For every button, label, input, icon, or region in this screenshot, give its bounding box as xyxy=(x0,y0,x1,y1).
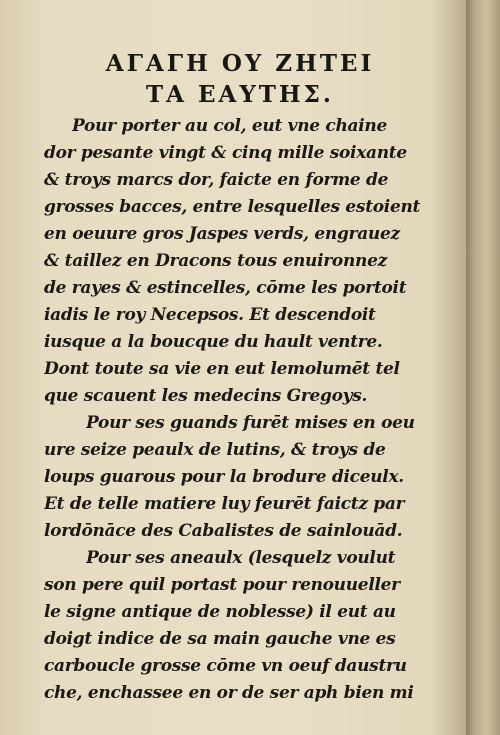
text-line: son pere quil portast pour renouueller xyxy=(44,575,400,595)
text-line: Pour ses aneaulx (lesquelz voulut xyxy=(86,548,396,568)
text-line: le signe antique de noblesse) il eut au xyxy=(44,602,396,622)
text-line: Pour ses guands furēt mises en oeu xyxy=(86,413,415,433)
text-line: iadis le roy Necepsos. Et descendoit xyxy=(44,305,376,325)
text-line: grosses bacces, entre lesquelles estoient xyxy=(44,197,421,217)
text-line: Et de telle matiere luy feurēt faictz par xyxy=(44,494,405,514)
text-line: che, enchassee en or de ser aph bien mi xyxy=(44,683,414,703)
text-line: & taillez en Dracons tous enuironnez xyxy=(44,251,387,271)
text-line: ure seize peaulx de lutins, & troys de xyxy=(44,440,386,460)
text-line: doigt indice de sa main gauche vne es xyxy=(44,629,396,649)
text-line: carboucle grosse cōme vn oeuf daustru xyxy=(44,656,407,676)
text-line: lordōnāce des Cabalistes de sainlouād. xyxy=(44,521,403,541)
text-line: de rayes & estincelles, cōme les portoit xyxy=(44,278,407,298)
text-line: loups guarous pour la brodure diceulx. xyxy=(44,467,404,487)
greek-heading-line-1: ΑΓΑΓΗ ΟΥ ΖΗΤΕΙ xyxy=(105,50,375,77)
book-gutter xyxy=(466,0,500,735)
text-line: Pour porter au col, eut vne chaine xyxy=(72,116,387,136)
greek-heading-line-2: ΤΑ ΕΑΥΤΗΣ. xyxy=(146,81,334,108)
text-line: & troys marcs dor, faicte en forme de xyxy=(44,170,389,190)
text-line: en oeuure gros Jaspes verds, engrauez xyxy=(44,224,400,244)
text-line: iusque a la boucque du hault ventre. xyxy=(44,332,383,352)
text-line: Dont toute sa vie en eut lemolumēt tel xyxy=(44,359,400,379)
text-line: que scauent les medecins Gregoys. xyxy=(44,386,368,406)
text-line: dor pesante vingt & cinq mille soixante xyxy=(44,143,407,163)
